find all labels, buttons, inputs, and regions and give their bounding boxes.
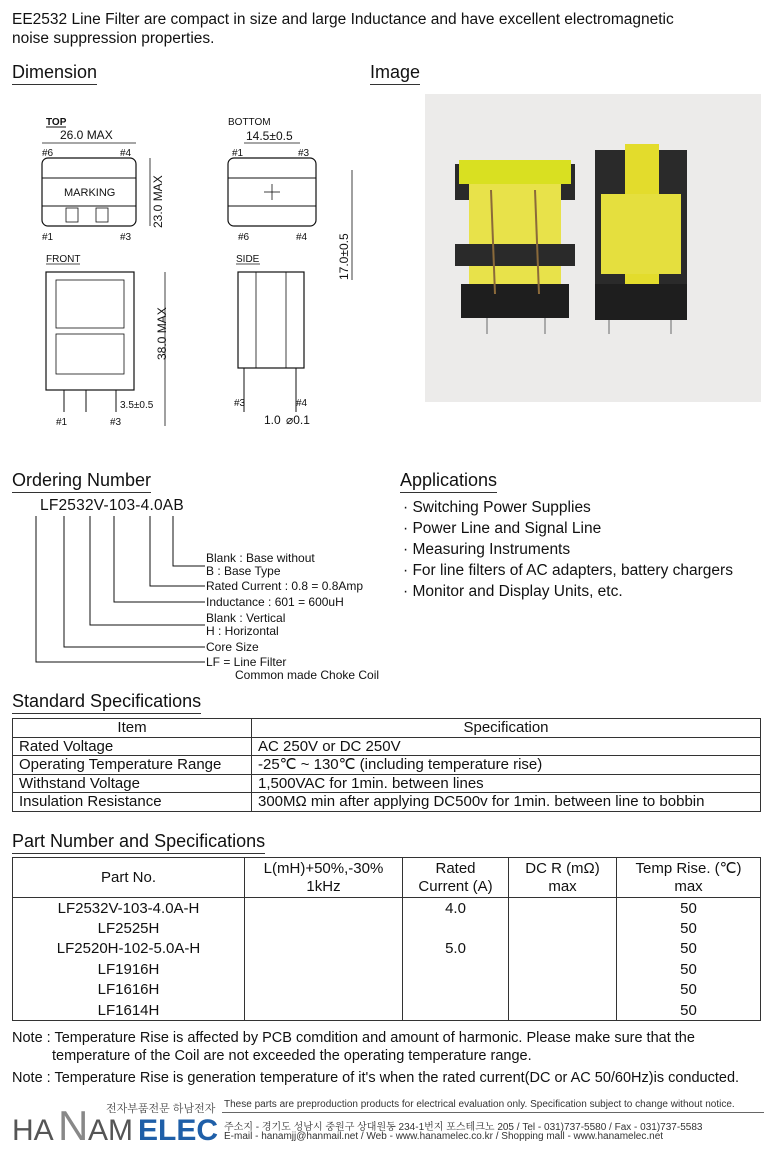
table-cell: 4.0 [403,898,509,919]
table-cell: 50 [617,1000,761,1021]
table-row [13,959,761,980]
logo-elec: ELEC [138,1114,219,1144]
order-label-inductance: Inductance : 601 = 600uH [206,595,344,609]
side-pin3: #3 [234,398,246,409]
order-label-type: LF = Line Filter Common made Choke Coil [206,655,380,682]
top-height-label: 23.0 MAX [151,175,165,228]
table-cell [509,898,617,919]
bottom-width-label: 14.5±0.5 [246,129,293,143]
application-item: · Measuring Instruments [403,541,571,558]
dimension-heading: Dimension [12,62,97,85]
logo-am: AM [88,1114,133,1144]
applications-list [403,497,733,602]
table-cell: Withstand Voltage [13,774,252,793]
table-cell: 5.0 [403,939,509,960]
intro-line-2: noise suppression properties. [12,30,215,47]
table-row [13,793,761,812]
table-cell: LF1614H [13,1000,245,1021]
side-body [238,272,304,368]
header-cell: L(mH)+50%,-30% 1kHz [245,858,403,898]
table-cell [245,939,403,960]
table-cell: LF1916H [13,959,245,980]
table-cell [403,959,509,980]
top-pin6: #6 [42,148,54,159]
table-cell: 50 [617,980,761,1001]
header-cell: Part No. [13,858,245,898]
order-label-core: Core Size [206,640,259,654]
table-cell [509,1000,617,1021]
choke-coil-illustration [425,94,761,402]
table-cell: LF2520H-102-5.0A-H [13,939,245,960]
front-pin3: #3 [110,417,122,428]
table-cell: -25℃ ~ 130℃ (including temperature rise) [252,756,761,775]
table-cell [245,1000,403,1021]
top-width-label: 26.0 MAX [60,128,113,142]
table-cell: 1,500VAC for 1min. between lines [252,774,761,793]
ordering-leader-lines [30,514,210,666]
bottom-pin1: #1 [232,148,244,159]
table-cell: Operating Temperature Range [13,756,252,775]
top-view-label: TOP [46,117,67,128]
application-item: · Power Line and Signal Line [403,520,602,537]
order-label-base: Blank : Base without B : Base Type [206,551,315,578]
note-1: Note : Temperature Rise is affected by PCB comdition and amount of harmonic. Please make sure that the temperature of the Coil are not exceeded the operating temperature range. [12,1030,695,1064]
table-cell [245,959,403,980]
table-row [13,980,761,1001]
header-cell: DC R (mΩ) max [509,858,617,898]
application-item: · For line filters of AC adapters, battery chargers [403,562,733,579]
table-cell [509,959,617,980]
side-view-label: SIDE [236,254,260,265]
side-pin4: #4 [296,398,308,409]
note-2: Note : Temperature Rise is generation temperature of it's when the rated current(DC or AC 50/60Hz)is conducted. [12,1070,740,1086]
table-row [13,1000,761,1021]
bottom-view-label: BOTTOM [228,117,271,128]
part-specs-heading: Part Number and Specifications [12,831,265,854]
part-specs-table [12,857,761,1021]
disclaimer: These parts are preproduction products for electrical evaluation only. Specification subject to change without notice. [224,1099,735,1110]
table-cell [245,918,403,939]
order-label-orientation: Blank : Vertical H : Horizontal [206,611,286,638]
table-header-row [13,858,761,898]
table-row [13,939,761,960]
application-item: · Switching Power Supplies [403,499,591,516]
table-cell: 50 [617,939,761,960]
front-view-label: FRONT [46,254,81,265]
standard-specs-table [12,718,761,812]
application-item: · Monitor and Display Units, etc. [403,583,623,600]
korean-tagline: 전자부품전문 하남전자 [106,1103,216,1115]
marking-label: MARKING [64,187,116,199]
header-cell: Temp Rise. (℃) max [617,858,761,898]
table-cell: AC 250V or DC 250V [252,737,761,756]
table-cell: LF2532V-103-4.0A-H [13,898,245,919]
bottom-pin6: #6 [238,232,250,243]
table-cell [403,980,509,1001]
order-label-current: Rated Current : 0.8 = 0.8Amp [206,579,364,593]
table-cell [509,939,617,960]
table-cell [245,898,403,919]
table-cell: 50 [617,898,761,919]
footer-divider [222,1112,764,1113]
table-cell: 300MΩ min after applying DC500v for 1min. between line to bobbin [252,793,761,812]
logo-n: N [58,1102,89,1144]
ordering-heading: Ordering Number [12,470,151,493]
table-cell: Rated Voltage [13,737,252,756]
intro-text [12,10,772,48]
table-row [13,737,761,756]
header-cell: Specification [252,719,761,738]
table-row [13,774,761,793]
table-row [13,898,761,919]
bottom-pin4: #4 [296,232,308,243]
front-height-label: 38.0 MAX [155,307,169,360]
top-pin4: #4 [120,148,132,159]
table-row [13,756,761,775]
bottom-pin3: #3 [298,148,310,159]
intro-line-1: EE2532 Line Filter are compact in size and large Inductance and have excellent electromagnetic [12,11,674,28]
side-pitch-label: 1.0 [264,413,281,427]
side-diameter-label: ⌀0.1 [286,413,310,427]
table-row [13,918,761,939]
table-cell [403,1000,509,1021]
table-cell [509,918,617,939]
front-body [46,272,134,390]
standard-specs-heading: Standard Specifications [12,691,201,714]
order-code: LF2532V-103-4.0AB [40,497,184,514]
table-cell: 50 [617,959,761,980]
table-cell: LF1616H [13,980,245,1001]
table-cell [403,918,509,939]
address: 주소지 - 경기도 성남시 중원구 상대원동 234-1번지 포스테크노 205 / Tel - 031)737-5580 / Fax - 031)737-5583 [224,1122,703,1133]
applications-heading: Applications [400,470,497,493]
logo-ha: HA [12,1114,54,1144]
dimension-drawing [0,100,380,440]
table-header-row [13,719,761,738]
table-cell: Insulation Resistance [13,793,252,812]
header-cell: Rated Current (A) [403,858,509,898]
front-pin-length: 3.5±0.5 [120,400,154,411]
table-cell: LF2525H [13,918,245,939]
top-pin3: #3 [120,232,132,243]
header-cell: Item [13,719,252,738]
table-cell [509,980,617,1001]
table-cell [245,980,403,1001]
front-pin1: #1 [56,417,68,428]
product-photo [425,94,761,402]
contact: E-mail - hanamjj@hanmail.net / Web - www.hanamelec.co.kr / Shopping mall - www.hanamelec.net [224,1131,664,1142]
bottom-height-label: 17.0±0.5 [337,233,351,280]
table-cell: 50 [617,918,761,939]
top-pin1: #1 [42,232,54,243]
image-heading: Image [370,62,420,85]
